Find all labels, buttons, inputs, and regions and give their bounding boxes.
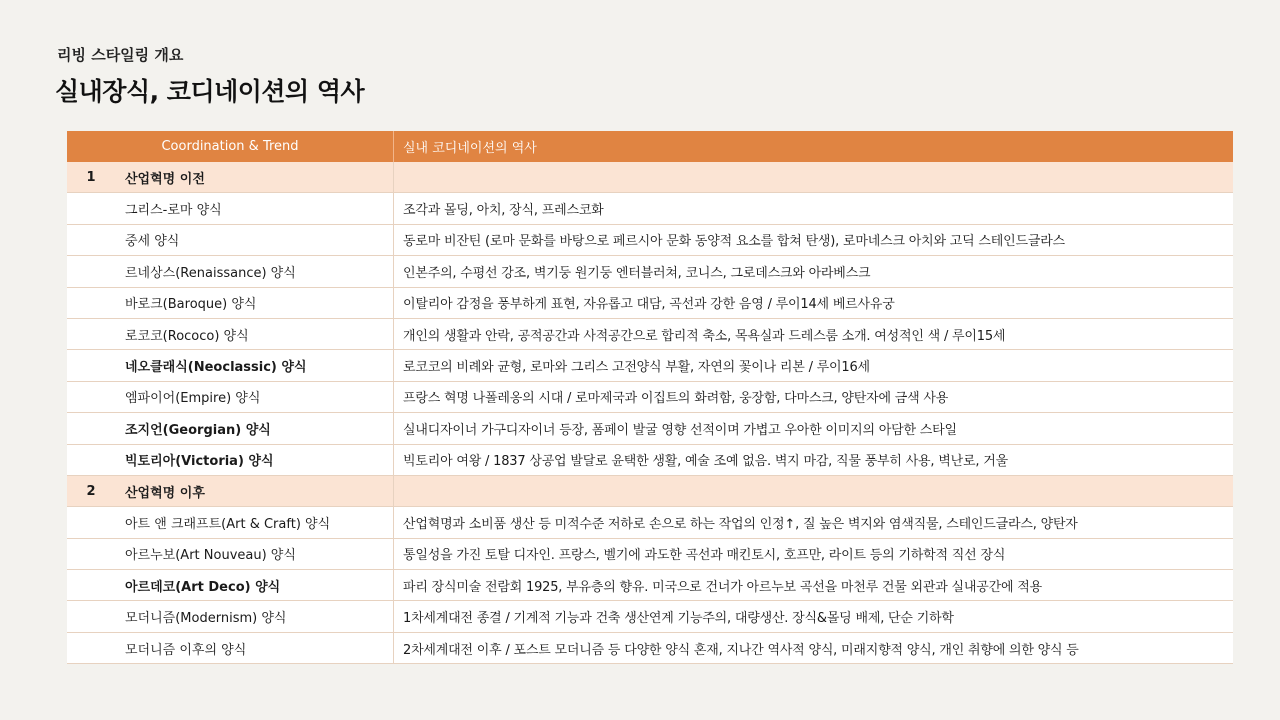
style-description: 실내디자이너 가구디자이너 등장, 폼페이 발굴 영향 선적이며 가볍고 우아한 이미지의 아담한 스타일 [393, 413, 1233, 443]
style-name: 엠파이어(Empire) 양식 [125, 391, 261, 407]
column-header-coordination: Coordination & Trend [161, 139, 299, 154]
style-description: 개인의 생활과 안락, 공적공간과 사적공간으로 합리적 축소, 목욕실과 드레스룸 소개. 여성적인 색 / 루이15세 [393, 319, 1233, 349]
section-desc-cell [393, 162, 1233, 192]
style-description: 이탈리아 감정을 풍부하게 표현, 자유롭고 대담, 곡선과 강한 음영 / 루이14세 베르사유궁 [393, 288, 1233, 318]
style-description: 파리 장식미술 전람회 1925, 부유층의 향유. 미국으로 건너가 아르누보 곡선을 마천루 건물 외관과 실내공간에 적용 [393, 570, 1233, 600]
table-row [67, 256, 1233, 287]
table-row [67, 413, 1233, 444]
style-description: 산업혁명과 소비품 생산 등 미적수준 저하로 손으로 하는 작업의 인정↑, 질 높은 벽지와 염색직물, 스테인드글라스, 양탄자 [393, 507, 1233, 537]
table-row [67, 601, 1233, 632]
table-row [67, 288, 1233, 319]
style-name: 중세 양식 [125, 234, 180, 250]
slide-subtitle: 리빙 스타일링 개요 [57, 46, 184, 64]
column-header-history: 실내 코디네이션의 역사 [393, 131, 1233, 162]
style-name: 아르누보(Art Nouveau) 양식 [125, 548, 296, 564]
section-number: 2 [86, 483, 96, 499]
table-header-row [67, 131, 1233, 162]
style-description: 로코코의 비례와 균형, 로마와 그리스 고전양식 부활, 자연의 꽃이나 리본 / 루이16세 [393, 350, 1233, 380]
table-row [67, 319, 1233, 350]
style-description: 2차세계대전 이후 / 포스트 모더니즘 등 다양한 양식 혼재, 지나간 역사적 양식, 미래지향적 양식, 개인 취향에 의한 양식 등 [393, 633, 1233, 663]
section-row [67, 162, 1233, 193]
section-number: 1 [86, 169, 96, 185]
style-name: 아르데코(Art Deco) 양식 [125, 579, 281, 595]
table-body [67, 162, 1233, 664]
table-row [67, 382, 1233, 413]
table-row [67, 193, 1233, 224]
table-row [67, 570, 1233, 601]
table-row [67, 539, 1233, 570]
style-name: 네오클래식(Neoclassic) 양식 [125, 360, 307, 376]
style-description: 동로마 비잔틴 (로마 문화를 바탕으로 페르시아 문화 동양적 요소를 합쳐 탄생), 로마네스크 아치와 고딕 스테인드글라스 [393, 225, 1233, 255]
section-label: 산업혁명 이후 [125, 485, 205, 501]
section-row [67, 476, 1233, 507]
section-desc-cell [393, 476, 1233, 506]
table-row [67, 445, 1233, 476]
table-row [67, 225, 1233, 256]
section-label: 산업혁명 이전 [125, 171, 205, 187]
style-description: 조각과 몰딩, 아치, 장식, 프레스코화 [393, 193, 1233, 223]
slide-title: 실내장식, 코디네이션의 역사 [55, 77, 365, 106]
style-description: 통일성을 가진 토탈 디자인. 프랑스, 벨기에 과도한 곡선과 매킨토시, 호프만, 라이트 등의 기하학적 직선 장식 [393, 539, 1233, 569]
style-name: 그리스-로마 양식 [125, 203, 222, 219]
history-table [67, 131, 1233, 664]
style-name: 조지언(Georgian) 양식 [125, 422, 271, 438]
style-name: 아트 앤 크래프트(Art & Craft) 양식 [125, 516, 331, 532]
style-description: 인본주의, 수평선 강조, 벽기둥 원기둥 엔터블러쳐, 코니스, 그로데스크와 아라베스크 [393, 256, 1233, 286]
table-row [67, 633, 1233, 664]
table-row [67, 350, 1233, 381]
style-name: 모더니즘(Modernism) 양식 [125, 611, 287, 627]
style-description: 1차세계대전 종결 / 기계적 기능과 건축 생산연계 기능주의, 대량생산. 장식&몰딩 배제, 단순 기하학 [393, 601, 1233, 631]
style-name: 모더니즘 이후의 양식 [125, 642, 247, 658]
style-description: 빅토리아 여왕 / 1837 상공업 발달로 윤택한 생활, 예술 조예 없음. 벽지 마감, 직물 풍부히 사용, 벽난로, 거울 [393, 445, 1233, 475]
style-name: 로코코(Rococo) 양식 [125, 328, 249, 344]
table-row [67, 507, 1233, 538]
style-name: 빅토리아(Victoria) 양식 [125, 454, 274, 470]
style-name: 르네상스(Renaissance) 양식 [125, 265, 296, 281]
style-name: 바로크(Baroque) 양식 [125, 297, 257, 313]
style-description: 프랑스 혁명 나폴레옹의 시대 / 로마제국과 이집트의 화려함, 웅장함, 다마스크, 양탄자에 금색 사용 [393, 382, 1233, 412]
